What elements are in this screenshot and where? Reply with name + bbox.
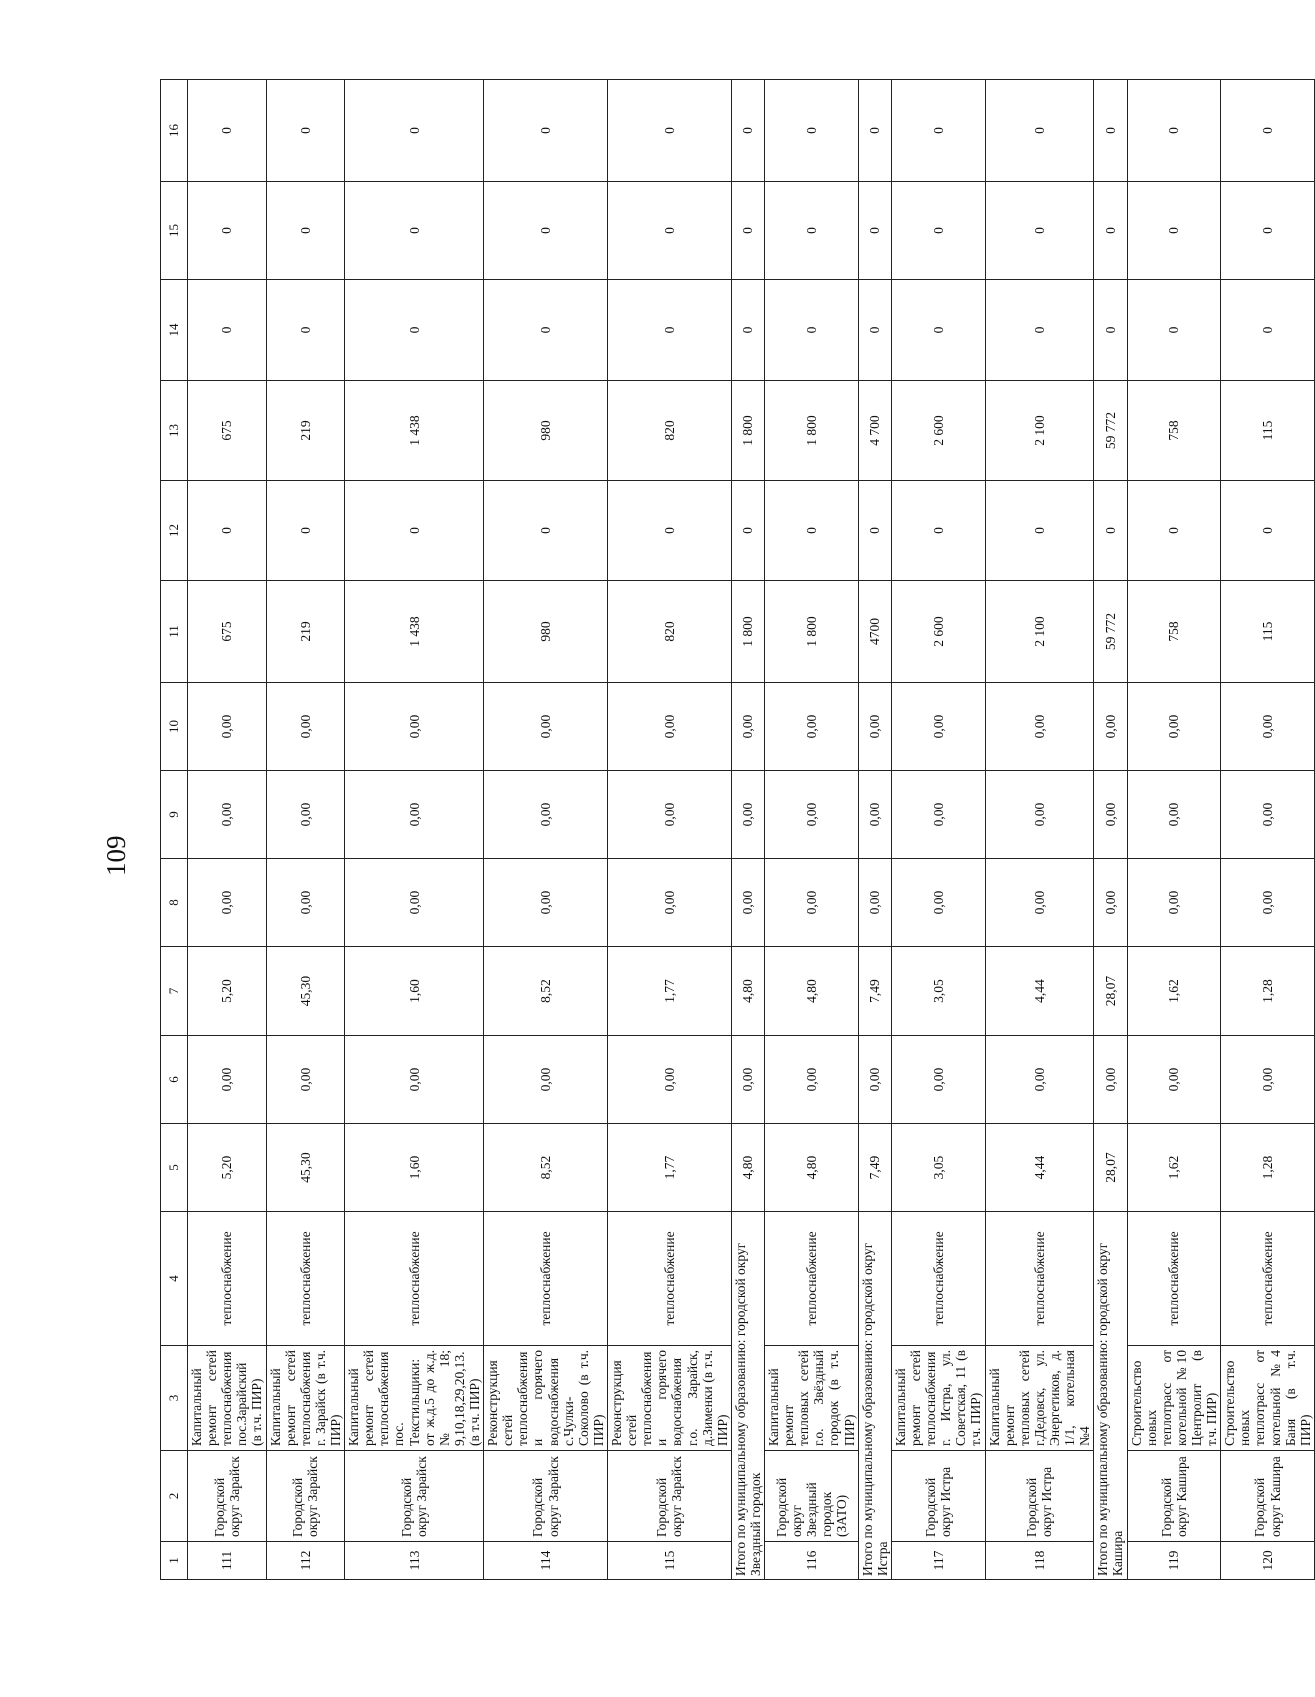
value-cell-col-15: 0 xyxy=(607,182,731,280)
value-cell-col-13: 2 100 xyxy=(985,381,1094,481)
value-cell-col-15: 0 xyxy=(731,182,764,280)
value-cell-col-8: 0,00 xyxy=(1094,859,1127,947)
value-cell-col-7: 1,28 xyxy=(1221,947,1315,1036)
service-type-cell: теплоснабжение xyxy=(188,1212,267,1346)
value-cell-col-12: 0 xyxy=(1094,481,1127,581)
value-cell-col-9: 0,00 xyxy=(607,771,731,859)
row-number-cell: 118 xyxy=(985,1542,1094,1580)
value-cell-col-5: 4,80 xyxy=(765,1124,859,1212)
row-number-cell: 111 xyxy=(188,1542,267,1580)
table-row xyxy=(985,80,1094,1580)
value-cell-col-13: 820 xyxy=(607,381,731,481)
value-cell-col-16: 0 xyxy=(607,80,731,182)
value-cell-col-7: 5,20 xyxy=(188,947,267,1036)
value-cell-col-7: 4,44 xyxy=(985,947,1094,1036)
value-cell-col-15: 0 xyxy=(484,182,608,280)
value-cell-col-7: 4,80 xyxy=(731,947,764,1036)
value-cell-col-11: 758 xyxy=(1127,581,1221,683)
value-cell-col-8: 0,00 xyxy=(731,859,764,947)
value-cell-col-16: 0 xyxy=(1127,80,1221,182)
table-row xyxy=(891,80,985,1580)
value-cell-col-5: 4,44 xyxy=(985,1124,1094,1212)
value-cell-col-7: 4,80 xyxy=(765,947,859,1036)
value-cell-col-9: 0,00 xyxy=(858,771,891,859)
value-cell-col-12: 0 xyxy=(188,481,267,581)
value-cell-col-7: 3,05 xyxy=(891,947,985,1036)
value-cell-col-6: 0,00 xyxy=(891,1036,985,1124)
value-cell-col-14: 0 xyxy=(484,280,608,381)
value-cell-col-14: 0 xyxy=(266,280,345,381)
row-number-cell: 115 xyxy=(607,1542,731,1580)
value-cell-col-16: 0 xyxy=(985,80,1094,182)
value-cell-col-16: 0 xyxy=(484,80,608,182)
value-cell-col-8: 0,00 xyxy=(765,859,859,947)
value-cell-col-14: 0 xyxy=(731,280,764,381)
value-cell-col-16: 0 xyxy=(765,80,859,182)
value-cell-col-5: 3,05 xyxy=(891,1124,985,1212)
value-cell-col-12: 0 xyxy=(266,481,345,581)
value-cell-col-9: 0,00 xyxy=(985,771,1094,859)
value-cell-col-15: 0 xyxy=(1221,182,1315,280)
municipality-cell: Городской округ Звездный городок (ЗАТО) xyxy=(765,1451,859,1542)
column-number-cell: 5 xyxy=(161,1124,188,1212)
investment-table xyxy=(160,79,1315,1580)
value-cell-col-13: 1 800 xyxy=(731,381,764,481)
value-cell-col-12: 0 xyxy=(607,481,731,581)
value-cell-col-11: 675 xyxy=(188,581,267,683)
subtotal-label: Итого по муниципальному образованию: городской округ Звездный городок xyxy=(731,1212,764,1580)
column-number-cell: 12 xyxy=(161,481,188,581)
value-cell-col-14: 0 xyxy=(891,280,985,381)
value-cell-col-12: 0 xyxy=(765,481,859,581)
value-cell-col-10: 0,00 xyxy=(731,683,764,771)
municipality-cell: Городской округ Зарайск xyxy=(188,1451,267,1542)
value-cell-col-9: 0,00 xyxy=(345,771,484,859)
value-cell-col-10: 0,00 xyxy=(1094,683,1127,771)
value-cell-col-16: 0 xyxy=(1094,80,1127,182)
value-cell-col-5: 5,20 xyxy=(188,1124,267,1212)
value-cell-col-8: 0,00 xyxy=(1221,859,1315,947)
value-cell-col-6: 0,00 xyxy=(607,1036,731,1124)
value-cell-col-7: 1,77 xyxy=(607,947,731,1036)
value-cell-col-14: 0 xyxy=(858,280,891,381)
value-cell-col-15: 0 xyxy=(858,182,891,280)
project-description-cell: Капитальный ремонт тепловых сетей г.о. Звёздный городок (в т.ч. ПИР) xyxy=(765,1346,859,1451)
value-cell-col-13: 115 xyxy=(1221,381,1315,481)
value-cell-col-16: 0 xyxy=(345,80,484,182)
column-number-cell: 8 xyxy=(161,859,188,947)
service-type-cell: теплоснабжение xyxy=(484,1212,608,1346)
subtotal-row xyxy=(731,80,764,1580)
column-number-cell: 13 xyxy=(161,381,188,481)
value-cell-col-12: 0 xyxy=(891,481,985,581)
value-cell-col-13: 758 xyxy=(1127,381,1221,481)
column-number-cell: 7 xyxy=(161,947,188,1036)
service-type-cell: теплоснабжение xyxy=(607,1212,731,1346)
value-cell-col-13: 59 772 xyxy=(1094,381,1127,481)
value-cell-col-8: 0,00 xyxy=(484,859,608,947)
value-cell-col-14: 0 xyxy=(1094,280,1127,381)
value-cell-col-12: 0 xyxy=(731,481,764,581)
value-cell-col-7: 28,07 xyxy=(1094,947,1127,1036)
value-cell-col-11: 980 xyxy=(484,581,608,683)
project-description-cell: Капитальный ремонт тепловых сетей г.Дедовск, ул. Энергетиков, д. 1/1, котельная №4 xyxy=(985,1346,1094,1451)
column-number-cell: 6 xyxy=(161,1036,188,1124)
value-cell-col-5: 7,49 xyxy=(858,1124,891,1212)
value-cell-col-13: 980 xyxy=(484,381,608,481)
value-cell-col-6: 0,00 xyxy=(1221,1036,1315,1124)
municipality-cell: Городской округ Зарайск xyxy=(484,1451,608,1542)
table-row xyxy=(188,80,267,1580)
value-cell-col-16: 0 xyxy=(1221,80,1315,182)
value-cell-col-15: 0 xyxy=(1127,182,1221,280)
column-number-cell: 1 xyxy=(161,1542,188,1580)
value-cell-col-11: 219 xyxy=(266,581,345,683)
value-cell-col-11: 2 100 xyxy=(985,581,1094,683)
municipality-cell: Городской округ Зарайск xyxy=(345,1451,484,1542)
value-cell-col-12: 0 xyxy=(484,481,608,581)
value-cell-col-12: 0 xyxy=(1127,481,1221,581)
column-number-cell: 16 xyxy=(161,80,188,182)
value-cell-col-9: 0,00 xyxy=(765,771,859,859)
project-description-cell: Капитальный ремонт сетей теплоснабжения г. Истра, ул. Советская, 11 (в т.ч. ПИР) xyxy=(891,1346,985,1451)
value-cell-col-8: 0,00 xyxy=(345,859,484,947)
municipality-cell: Городской округ Кашира xyxy=(1127,1451,1221,1542)
service-type-cell: теплоснабжение xyxy=(1221,1212,1315,1346)
value-cell-col-14: 0 xyxy=(765,280,859,381)
value-cell-col-8: 0,00 xyxy=(266,859,345,947)
value-cell-col-15: 0 xyxy=(985,182,1094,280)
column-number-cell: 15 xyxy=(161,182,188,280)
value-cell-col-7: 7,49 xyxy=(858,947,891,1036)
project-description-cell: Реконструкция сетей теплоснабжения и горячего водоснабжения г.о. Зарайск, д.Зименки (в т.ч. ПИР) xyxy=(607,1346,731,1451)
value-cell-col-9: 0,00 xyxy=(188,771,267,859)
value-cell-col-10: 0,00 xyxy=(345,683,484,771)
column-number-cell: 10 xyxy=(161,683,188,771)
subtotal-row xyxy=(858,80,891,1580)
value-cell-col-6: 0,00 xyxy=(1127,1036,1221,1124)
service-type-cell: теплоснабжение xyxy=(266,1212,345,1346)
value-cell-col-14: 0 xyxy=(1127,280,1221,381)
column-number-cell: 9 xyxy=(161,771,188,859)
value-cell-col-5: 8,52 xyxy=(484,1124,608,1212)
project-description-cell: Строительство новых теплотрасс от котельной №4 Баня (в т.ч. ПИР) xyxy=(1221,1346,1315,1451)
value-cell-col-10: 0,00 xyxy=(985,683,1094,771)
value-cell-col-5: 1,77 xyxy=(607,1124,731,1212)
value-cell-col-5: 1,60 xyxy=(345,1124,484,1212)
municipality-cell: Городской округ Зарайск xyxy=(607,1451,731,1542)
value-cell-col-16: 0 xyxy=(858,80,891,182)
municipality-cell: Городской округ Истра xyxy=(985,1451,1094,1542)
table-row xyxy=(607,80,731,1580)
row-number-cell: 119 xyxy=(1127,1542,1221,1580)
value-cell-col-13: 1 438 xyxy=(345,381,484,481)
value-cell-col-11: 115 xyxy=(1221,581,1315,683)
value-cell-col-6: 0,00 xyxy=(985,1036,1094,1124)
table-row xyxy=(1127,80,1221,1580)
value-cell-col-16: 0 xyxy=(188,80,267,182)
value-cell-col-16: 0 xyxy=(891,80,985,182)
column-number-cell: 3 xyxy=(161,1346,188,1451)
value-cell-col-7: 1,62 xyxy=(1127,947,1221,1036)
value-cell-col-5: 4,80 xyxy=(731,1124,764,1212)
value-cell-col-6: 0,00 xyxy=(484,1036,608,1124)
value-cell-col-11: 1 800 xyxy=(765,581,859,683)
value-cell-col-15: 0 xyxy=(345,182,484,280)
row-number-cell: 112 xyxy=(266,1542,345,1580)
table-header-row xyxy=(161,80,188,1580)
table-row xyxy=(484,80,608,1580)
value-cell-col-6: 0,00 xyxy=(266,1036,345,1124)
value-cell-col-15: 0 xyxy=(266,182,345,280)
service-type-cell: теплоснабжение xyxy=(891,1212,985,1346)
value-cell-col-12: 0 xyxy=(345,481,484,581)
row-number-cell: 113 xyxy=(345,1542,484,1580)
subtotal-label: Итого по муниципальному образованию: городской округ Истра xyxy=(858,1212,891,1580)
table-row xyxy=(266,80,345,1580)
subtotal-row xyxy=(1094,80,1127,1580)
value-cell-col-11: 820 xyxy=(607,581,731,683)
row-number-cell: 120 xyxy=(1221,1542,1315,1580)
value-cell-col-15: 0 xyxy=(188,182,267,280)
value-cell-col-10: 0,00 xyxy=(891,683,985,771)
project-description-cell: Капитальный ремонт сетей теплоснабжения пос. Текстильщики: от ж.д.5 до ж.д.№18; 9,10,18,29,20,13. (в т.ч. ПИР) xyxy=(345,1346,484,1451)
value-cell-col-11: 2 600 xyxy=(891,581,985,683)
value-cell-col-8: 0,00 xyxy=(985,859,1094,947)
column-number-cell: 11 xyxy=(161,581,188,683)
subtotal-label: Итого по муниципальному образованию: городской округ Кашира xyxy=(1094,1212,1127,1580)
value-cell-col-13: 2 600 xyxy=(891,381,985,481)
value-cell-col-11: 59 772 xyxy=(1094,581,1127,683)
column-number-cell: 14 xyxy=(161,280,188,381)
value-cell-col-9: 0,00 xyxy=(891,771,985,859)
value-cell-col-9: 0,00 xyxy=(1094,771,1127,859)
value-cell-col-7: 45,30 xyxy=(266,947,345,1036)
value-cell-col-13: 219 xyxy=(266,381,345,481)
value-cell-col-9: 0,00 xyxy=(1127,771,1221,859)
value-cell-col-8: 0,00 xyxy=(607,859,731,947)
value-cell-col-9: 0,00 xyxy=(266,771,345,859)
value-cell-col-13: 4 700 xyxy=(858,381,891,481)
value-cell-col-6: 0,00 xyxy=(858,1036,891,1124)
value-cell-col-9: 0,00 xyxy=(1221,771,1315,859)
value-cell-col-11: 1 438 xyxy=(345,581,484,683)
service-type-cell: теплоснабжение xyxy=(345,1212,484,1346)
value-cell-col-7: 8,52 xyxy=(484,947,608,1036)
value-cell-col-15: 0 xyxy=(1094,182,1127,280)
value-cell-col-6: 0,00 xyxy=(345,1036,484,1124)
value-cell-col-5: 28,07 xyxy=(1094,1124,1127,1212)
value-cell-col-6: 0,00 xyxy=(765,1036,859,1124)
value-cell-col-6: 0,00 xyxy=(731,1036,764,1124)
table-row xyxy=(1221,80,1315,1580)
value-cell-col-9: 0,00 xyxy=(731,771,764,859)
value-cell-col-12: 0 xyxy=(1221,481,1315,581)
value-cell-col-6: 0,00 xyxy=(188,1036,267,1124)
value-cell-col-14: 0 xyxy=(345,280,484,381)
value-cell-col-7: 1,60 xyxy=(345,947,484,1036)
row-number-cell: 117 xyxy=(891,1542,985,1580)
value-cell-col-5: 45,30 xyxy=(266,1124,345,1212)
value-cell-col-10: 0,00 xyxy=(484,683,608,771)
project-description-cell: Капитальный ремонт сетей теплоснабжения пос.Зарайский (в т.ч. ПИР) xyxy=(188,1346,267,1451)
project-description-cell: Реконструкция сетей теплоснабжения и горячего водоснабжения с.Чулки-Соколово (в т.ч. ПИР) xyxy=(484,1346,608,1451)
column-number-cell: 4 xyxy=(161,1212,188,1346)
value-cell-col-5: 1,28 xyxy=(1221,1124,1315,1212)
row-number-cell: 114 xyxy=(484,1542,608,1580)
service-type-cell: теплоснабжение xyxy=(1127,1212,1221,1346)
value-cell-col-14: 0 xyxy=(188,280,267,381)
value-cell-col-16: 0 xyxy=(266,80,345,182)
value-cell-col-10: 0,00 xyxy=(765,683,859,771)
table-row xyxy=(765,80,859,1580)
value-cell-col-8: 0,00 xyxy=(858,859,891,947)
project-description-cell: Строительство новых теплотрасс от котельной №10 Центролит (в т.ч. ПИР) xyxy=(1127,1346,1221,1451)
value-cell-col-15: 0 xyxy=(765,182,859,280)
value-cell-col-11: 1 800 xyxy=(731,581,764,683)
value-cell-col-10: 0,00 xyxy=(188,683,267,771)
value-cell-col-9: 0,00 xyxy=(484,771,608,859)
value-cell-col-10: 0,00 xyxy=(858,683,891,771)
value-cell-col-11: 4700 xyxy=(858,581,891,683)
rotated-table-container xyxy=(160,80,1313,1580)
value-cell-col-8: 0,00 xyxy=(891,859,985,947)
value-cell-col-16: 0 xyxy=(731,80,764,182)
value-cell-col-14: 0 xyxy=(607,280,731,381)
municipality-cell: Городской округ Кашира xyxy=(1221,1451,1315,1542)
page-number: 109 xyxy=(101,835,131,876)
value-cell-col-8: 0,00 xyxy=(1127,859,1221,947)
value-cell-col-10: 0,00 xyxy=(1221,683,1315,771)
value-cell-col-13: 1 800 xyxy=(765,381,859,481)
municipality-cell: Городской округ Зарайск xyxy=(266,1451,345,1542)
value-cell-col-14: 0 xyxy=(1221,280,1315,381)
service-type-cell: теплоснабжение xyxy=(985,1212,1094,1346)
municipality-cell: Городской округ Истра xyxy=(891,1451,985,1542)
service-type-cell: теплоснабжение xyxy=(765,1212,859,1346)
value-cell-col-6: 0,00 xyxy=(1094,1036,1127,1124)
value-cell-col-15: 0 xyxy=(891,182,985,280)
project-description-cell: Капитальный ремонт сетей теплоснабжения г. Зарайск (в т.ч. ПИР) xyxy=(266,1346,345,1451)
value-cell-col-14: 0 xyxy=(985,280,1094,381)
value-cell-col-10: 0,00 xyxy=(266,683,345,771)
value-cell-col-5: 1,62 xyxy=(1127,1124,1221,1212)
value-cell-col-12: 0 xyxy=(858,481,891,581)
value-cell-col-10: 0,00 xyxy=(607,683,731,771)
value-cell-col-12: 0 xyxy=(985,481,1094,581)
value-cell-col-8: 0,00 xyxy=(188,859,267,947)
table-row xyxy=(345,80,484,1580)
value-cell-col-13: 675 xyxy=(188,381,267,481)
row-number-cell: 116 xyxy=(765,1542,859,1580)
column-number-cell: 2 xyxy=(161,1451,188,1542)
value-cell-col-10: 0,00 xyxy=(1127,683,1221,771)
